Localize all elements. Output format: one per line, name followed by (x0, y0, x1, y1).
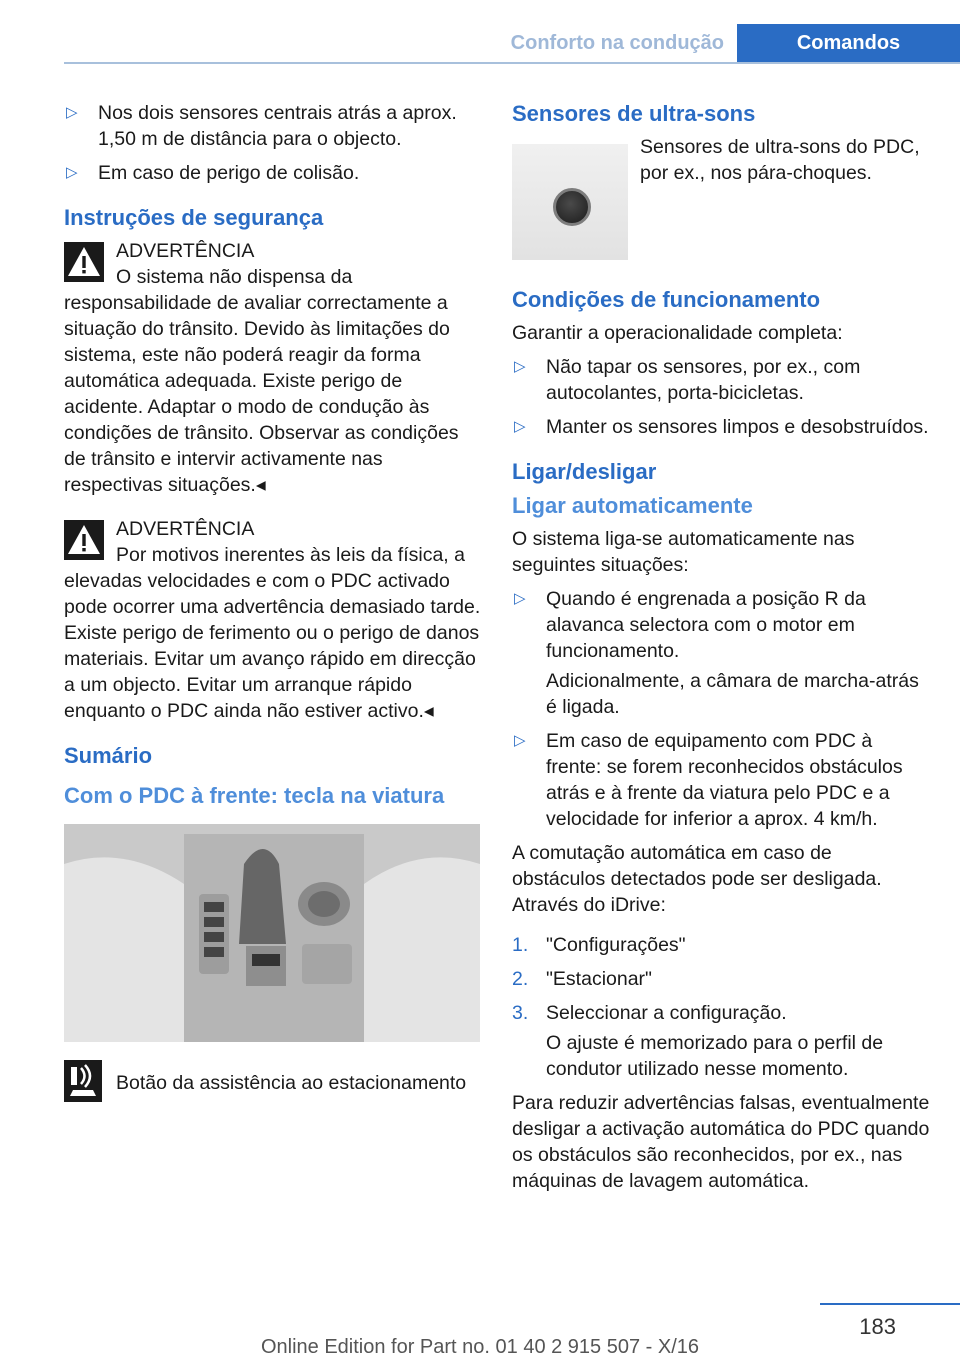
left-column (64, 100, 482, 1108)
list-item: ▷ Manter os sensores limpos e desobstruídos. (514, 416, 929, 438)
conditions-intro: Garantir a operacionalidade completa: (512, 322, 843, 344)
warning-text: O sistema não dispensa da responsabilidade de avaliar correctamente a situação do trânsito. Devido às limitações do sistema, este não poderá reagir da forma automática adequada. Existe perigo de acidente. Adaptar o modo de condução às condições de trânsito. Observar as condições de trânsito e intervir activamente nas respectivas situações.◂ (64, 266, 459, 496)
false-warnings-text: Para reduzir advertências falsas, eventualmente desligar a activação automática do PDC quando os obstáculos são reconhecidos, por ex., nas máquinas de lavagem automática. (512, 1092, 930, 1192)
warning-block (64, 238, 482, 498)
header-divider (64, 62, 960, 64)
steps-list (512, 932, 930, 1082)
triangle-bullet-icon: ▷ (66, 164, 78, 181)
warning-block (64, 516, 482, 724)
page-number: 183 (859, 1314, 896, 1339)
header-chapter-tab: Comandos (737, 24, 960, 64)
footer-divider (820, 1303, 960, 1305)
onoff-heading: Ligar/desligar (512, 459, 657, 484)
right-column (512, 100, 930, 1202)
edition-footer: Online Edition for Part no. 01 40 2 915 507 - X/16 (260, 1336, 700, 1358)
sensor-icon (553, 188, 591, 226)
triangle-bullet-icon: ▷ (514, 732, 526, 749)
warning-title: ADVERTÊNCIA (116, 240, 255, 262)
list-item: ▷ Quando é engrenada a posição R da alavanca selectora com o motor em funcionamento. Adicionalmente, a câmara de marcha-atrás é ligada. (514, 588, 919, 718)
button-caption-row (64, 1058, 482, 1108)
center-console-image (64, 824, 480, 1042)
warning-title: ADVERTÊNCIA (116, 518, 255, 540)
front-pdc-heading: Com o PDC à frente: tecla na viatura (64, 783, 445, 808)
ultrasonic-caption: Sensores de ultra-sons do PDC, por ex., nos pára-choques. (640, 136, 920, 184)
list-item: 2. "Estacionar" (512, 968, 652, 990)
warning-text: Por motivos inerentes às leis da física, a elevadas velocidades e com o PDC activado pode ocorrer uma advertência demasiado tarde. Existe perigo de ferimento ou o perigo de danos materiais. Evitar um avanço rápido em direcção a um objecto. Evitar um arranque rápido enquanto o PDC ainda não estiver activo.◂ (64, 544, 481, 722)
list-item: 3. Seleccionar a configuração. O ajuste é memorizado para o perfil de condutor utilizado nesse momento. (512, 1002, 884, 1080)
list-item: ▷ Não tapar os sensores, por ex., com autocolantes, porta-bicicletas. (514, 356, 861, 404)
auto-heading: Ligar automaticamente (512, 493, 753, 518)
auto-switch-text: A comutação automática em caso de obstáculos detectados pode ser desligada. Através do iDrive: (512, 842, 882, 916)
button-caption: Botão da assistência ao estacionamento (116, 1072, 467, 1094)
center-console-illustration (64, 824, 480, 1042)
conditions-heading: Condições de funcionamento (512, 287, 821, 312)
auto-intro: O sistema liga-se automaticamente nas seguintes situações: (512, 528, 855, 576)
ultrasonic-heading: Sensores de ultra-sons (512, 101, 756, 126)
list-item: ▷ Nos dois sensores centrais atrás a aprox. 1,50 m de distância para o objecto. (66, 102, 457, 150)
triangle-bullet-icon: ▷ (514, 358, 526, 375)
list-item: ▷ Em caso de equipamento com PDC à frente: se forem reconhecidos obstáculos atrás e à frente da viatura pelo PDC e a velocidade for inferior a aprox. 4 km/h. (514, 730, 903, 830)
triangle-bullet-icon: ▷ (514, 418, 526, 435)
warning-icon (64, 242, 104, 282)
summary-heading: Sumário (64, 743, 153, 768)
safety-heading: Instruções de segurança (64, 205, 324, 230)
triangle-bullet-icon: ▷ (514, 590, 526, 607)
header-section-title: Conforto na condução (510, 32, 724, 54)
ultrasonic-sensor-image (512, 144, 628, 260)
ultrasonic-figure (512, 134, 930, 268)
triangle-bullet-icon: ▷ (66, 104, 78, 121)
list-item: 1. "Configurações" (512, 934, 686, 956)
list-item: ▷ Em caso de perigo de colisão. (66, 162, 360, 184)
parking-assistant-button-icon (64, 1060, 102, 1102)
warning-icon (64, 520, 104, 560)
